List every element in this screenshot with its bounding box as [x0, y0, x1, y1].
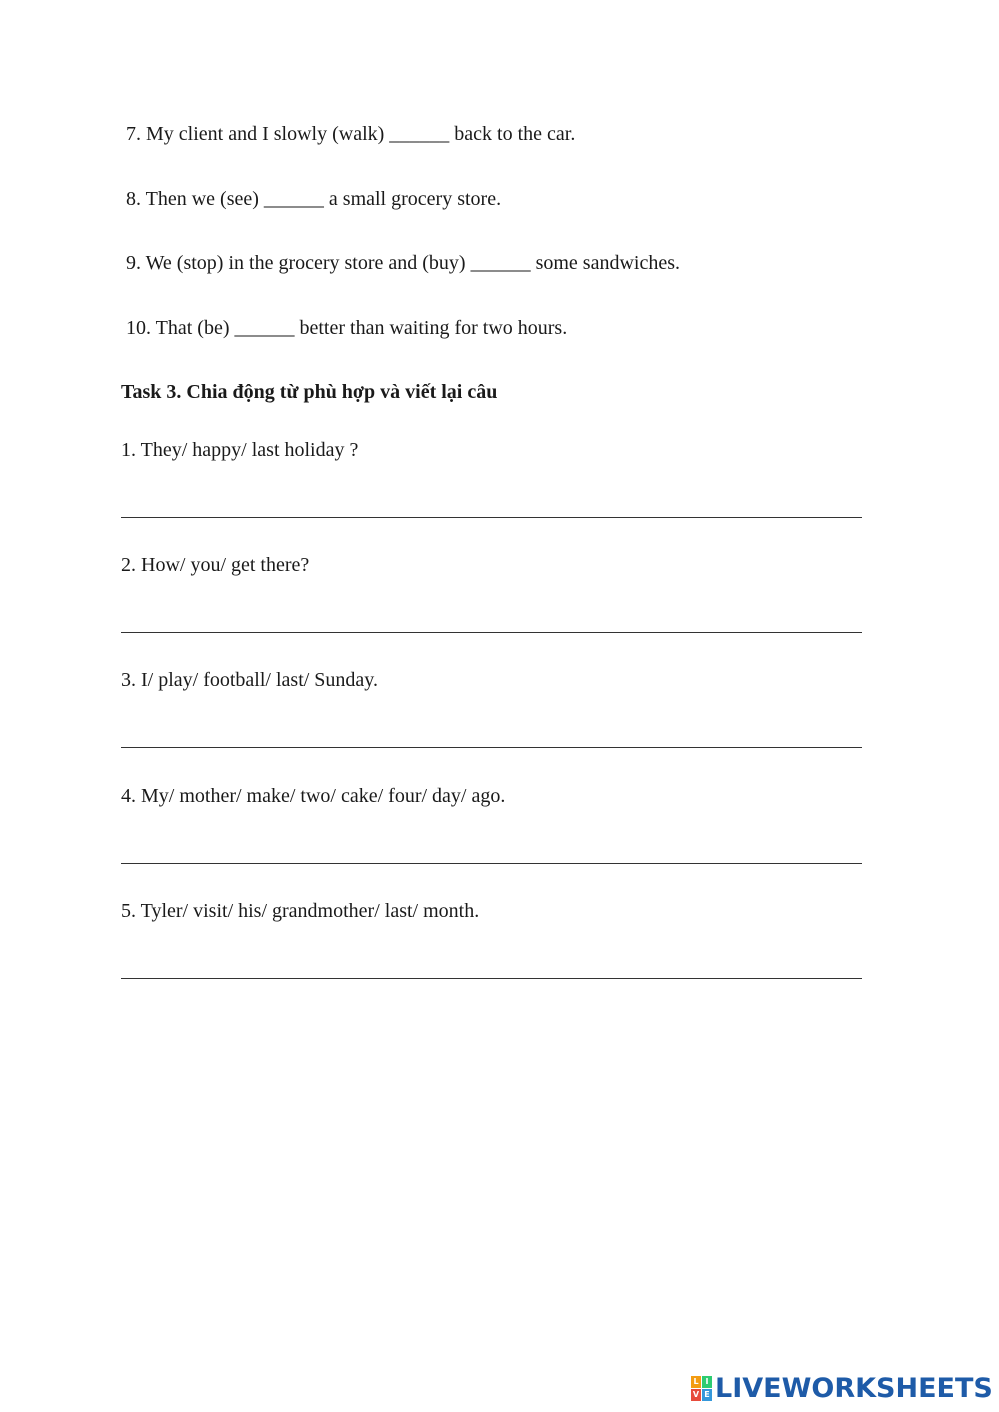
task2-item-7: 7. My client and I slowly (walk) ______ back to the car. [126, 123, 576, 145]
answer-line-2[interactable] [121, 632, 862, 633]
answer-line-3[interactable] [121, 747, 862, 748]
liveworksheets-logo-icon [691, 1376, 711, 1400]
answer-line-5[interactable] [121, 978, 862, 979]
answer-line-1[interactable] [121, 517, 862, 518]
task3-heading: Task 3. Chia động từ phù hợp và viết lại câu [121, 381, 498, 403]
task3-item-3: 3. I/ play/ football/ last/ Sunday. [121, 669, 379, 691]
logo-icon-letter: I [702, 1376, 712, 1388]
task3-item-4: 4. My/ mother/ make/ two/ cake/ four/ day/ ago. [121, 785, 506, 807]
logo-icon-letter: V [692, 1390, 700, 1399]
answer-line-4[interactable] [121, 863, 862, 864]
task3-item-2: 2. How/ you/ get there? [121, 554, 310, 576]
task2-item-9: 9. We (stop) in the grocery store and (buy) ______ some sandwiches. [126, 252, 681, 274]
logo-icon-letter: L [691, 1376, 701, 1388]
liveworksheets-logo [691, 1373, 993, 1403]
task3-item-5: 5. Tyler/ visit/ his/ grandmother/ last/ month. [121, 900, 480, 922]
logo-icon-letter: E [702, 1389, 712, 1401]
task2-item-10: 10. That (be) ______ better than waiting for two hours. [126, 317, 568, 339]
task2-item-8: 8. Then we (see) ______ a small grocery store. [126, 188, 502, 210]
task3-item-1: 1. They/ happy/ last holiday ? [121, 439, 359, 461]
logo-text: LIVEWORKSHEETS [715, 1372, 993, 1404]
